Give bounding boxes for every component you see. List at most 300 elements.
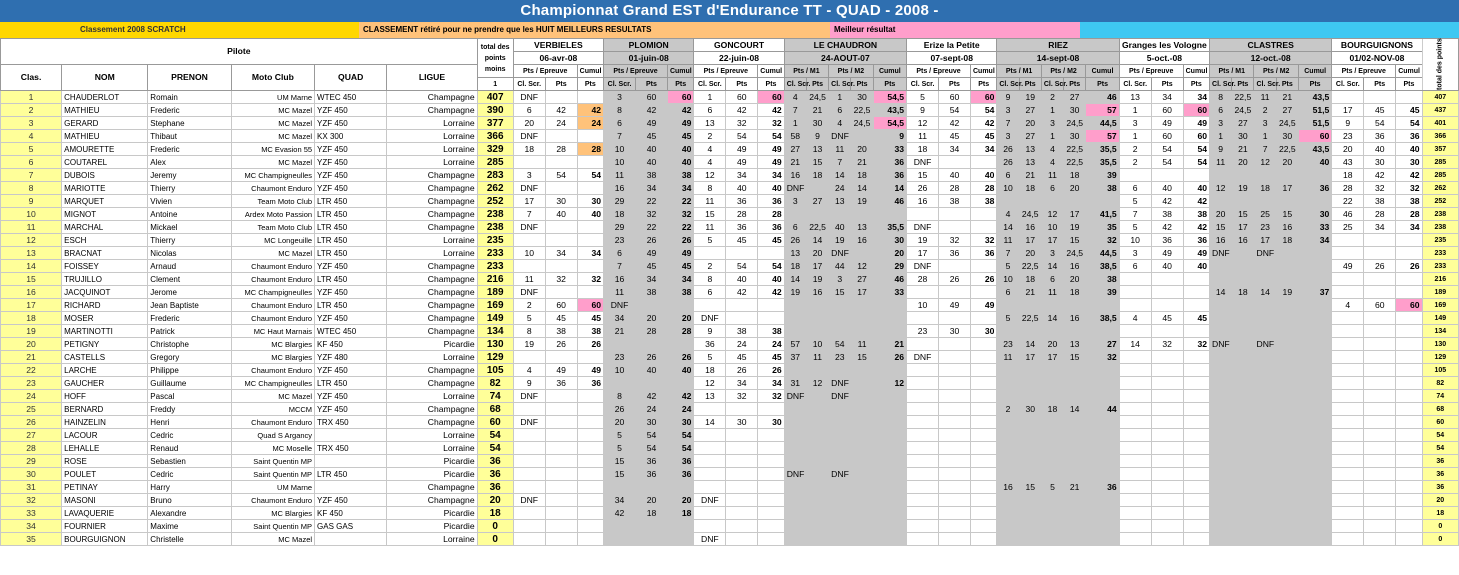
event-2-cell-0: 15 bbox=[694, 208, 726, 221]
event-7-cell-3: 24,5 bbox=[1276, 117, 1298, 130]
event-7-cell-4 bbox=[1298, 260, 1331, 273]
event-7-cell-2: 17 bbox=[1254, 234, 1276, 247]
event-3-cell-3: 30 bbox=[851, 91, 873, 104]
event-1-cell-2: 34 bbox=[667, 182, 693, 195]
event-5-sub-3: Pts bbox=[1064, 78, 1086, 91]
event-2-cell-0 bbox=[694, 520, 726, 533]
event-3-cell-2: 3 bbox=[829, 273, 851, 286]
event-6-cell-1: 34 bbox=[1151, 91, 1183, 104]
event-7-cell-2 bbox=[1254, 429, 1276, 442]
event-6-cell-1 bbox=[1151, 416, 1183, 429]
event-3-cell-1: 22,5 bbox=[806, 221, 828, 234]
ligue-cell: Picardie bbox=[387, 338, 477, 351]
event-7-cell-1: 17 bbox=[1232, 221, 1254, 234]
event-7-cell-0 bbox=[1210, 403, 1232, 416]
event-7-cell-2 bbox=[1254, 195, 1276, 208]
event-3-cell-3: 17 bbox=[851, 286, 873, 299]
quad-cell: KF 450 bbox=[315, 338, 387, 351]
club-cell: Chaumont Enduro bbox=[231, 494, 314, 507]
event-7-cell-3: 22,5 bbox=[1276, 143, 1298, 156]
event-4-cell-0: 23 bbox=[907, 325, 939, 338]
event-2-cell-2 bbox=[758, 455, 784, 468]
event-1-cell-0 bbox=[604, 481, 636, 494]
event-8-cell-2 bbox=[1396, 390, 1422, 403]
table-row bbox=[1, 91, 1459, 104]
event-4-cell-2 bbox=[970, 416, 996, 429]
event-8-cell-2 bbox=[1396, 442, 1422, 455]
prenom-cell: Thibaut bbox=[148, 130, 231, 143]
event-7-cell-2: 12 bbox=[1254, 156, 1276, 169]
rank-cell: 35 bbox=[1, 533, 62, 546]
event-7-cell-1 bbox=[1232, 299, 1254, 312]
prenom-cell: Jean Baptiste bbox=[148, 299, 231, 312]
nom-cell: MARQUET bbox=[62, 195, 148, 208]
points-cell: 390 bbox=[477, 104, 513, 117]
event-3-cell-3: 21 bbox=[851, 156, 873, 169]
event-5-cell-0: 7 bbox=[997, 247, 1019, 260]
event-2-cell-2 bbox=[758, 403, 784, 416]
event-8-cell-0 bbox=[1332, 351, 1364, 364]
event-1-cell-1: 38 bbox=[636, 169, 668, 182]
event-name-1: PLOMION bbox=[604, 39, 694, 52]
club-cell: MC Moselle bbox=[231, 442, 314, 455]
event-7-cell-4 bbox=[1298, 390, 1331, 403]
event-8-cell-2: 45 bbox=[1396, 104, 1422, 117]
event-7-cell-2 bbox=[1254, 260, 1276, 273]
event-4-cell-1: 30 bbox=[939, 325, 971, 338]
event-5-sub-2: Cl. Scr. bbox=[1041, 78, 1063, 91]
event-8-cell-0: 18 bbox=[1332, 169, 1364, 182]
nom-cell: RICHARD bbox=[62, 299, 148, 312]
event-5-cell-2: 14 bbox=[1041, 260, 1063, 273]
event-6-cell-1 bbox=[1151, 169, 1183, 182]
event-4-cell-1: 32 bbox=[939, 234, 971, 247]
event-0-cell-1: 30 bbox=[545, 195, 577, 208]
event-7-cell-1 bbox=[1232, 312, 1254, 325]
event-2-cell-1 bbox=[726, 468, 758, 481]
prenom-cell: Sebastien bbox=[148, 455, 231, 468]
event-1-group-0: Pts / Epreuve bbox=[604, 65, 668, 78]
event-4-cell-1 bbox=[939, 286, 971, 299]
event-2-cell-1: 36 bbox=[726, 221, 758, 234]
event-3-cell-4 bbox=[873, 429, 906, 442]
ligue-cell: Champagne bbox=[387, 286, 477, 299]
event-6-cell-0 bbox=[1119, 351, 1151, 364]
event-2-cell-1: 24 bbox=[726, 338, 758, 351]
event-3-cell-2 bbox=[829, 325, 851, 338]
event-6-cell-2 bbox=[1183, 481, 1209, 494]
event-5-cell-1: 27 bbox=[1019, 130, 1041, 143]
event-5-cell-2: 5 bbox=[1041, 481, 1063, 494]
event-3-cell-2: DNF bbox=[829, 247, 851, 260]
event-7-cell-4: 30 bbox=[1298, 208, 1331, 221]
event-5-cell-3 bbox=[1064, 468, 1086, 481]
quad-cell: YZF 450 bbox=[315, 143, 387, 156]
quad-cell: LTR 450 bbox=[315, 195, 387, 208]
event-0-cell-1 bbox=[545, 494, 577, 507]
quad-cell: LTR 450 bbox=[315, 247, 387, 260]
event-6-cell-2 bbox=[1183, 325, 1209, 338]
event-6-cell-1 bbox=[1151, 494, 1183, 507]
event-8-cell-1 bbox=[1364, 364, 1396, 377]
event-5-cell-0: 10 bbox=[997, 182, 1019, 195]
rank-cell: 10 bbox=[1, 208, 62, 221]
event-2-cell-2: 40 bbox=[758, 182, 784, 195]
rank-cell: 8 bbox=[1, 182, 62, 195]
event-4-cell-0: DNF bbox=[907, 221, 939, 234]
event-7-cell-2: 25 bbox=[1254, 208, 1276, 221]
event-4-cell-2: 54 bbox=[970, 104, 996, 117]
event-7-cell-1 bbox=[1232, 364, 1254, 377]
club-cell: Saint Quentin MP bbox=[231, 468, 314, 481]
event-2-cell-2: 32 bbox=[758, 390, 784, 403]
club-cell: MC Champigneulles bbox=[231, 286, 314, 299]
event-7-cell-3: 27 bbox=[1276, 104, 1298, 117]
event-8-cell-0: 23 bbox=[1332, 130, 1364, 143]
event-6-cell-1 bbox=[1151, 299, 1183, 312]
event-3-cell-1 bbox=[806, 182, 828, 195]
nom-cell: MATHIEU bbox=[62, 104, 148, 117]
rank-cell: 18 bbox=[1, 312, 62, 325]
event-7-cell-0 bbox=[1210, 260, 1232, 273]
event-3-cell-1: 10 bbox=[806, 338, 828, 351]
event-8-cell-2 bbox=[1396, 247, 1422, 260]
total-cell: 357 bbox=[1422, 143, 1458, 156]
event-6-cell-1 bbox=[1151, 429, 1183, 442]
event-5-cell-3: 24,5 bbox=[1064, 247, 1086, 260]
total-cell: 401 bbox=[1422, 117, 1458, 130]
event-1-cell-1: 30 bbox=[636, 416, 668, 429]
event-0-cell-1 bbox=[545, 91, 577, 104]
event-1-sub-2: Pts bbox=[667, 78, 693, 91]
event-3-cell-4: 54,5 bbox=[873, 117, 906, 130]
event-3-cell-1: 16 bbox=[806, 286, 828, 299]
event-1-cell-1: 22 bbox=[636, 195, 668, 208]
nom-cell: FOURNIER bbox=[62, 520, 148, 533]
quad-cell: YZF 450 bbox=[315, 182, 387, 195]
event-7-cell-1 bbox=[1232, 260, 1254, 273]
event-0-cell-2: 38 bbox=[577, 325, 603, 338]
prenom-cell: Pascal bbox=[148, 390, 231, 403]
event-5-cell-4 bbox=[1086, 416, 1119, 429]
event-7-cell-4 bbox=[1298, 273, 1331, 286]
event-5-cell-1 bbox=[1019, 325, 1041, 338]
event-6-cell-0 bbox=[1119, 403, 1151, 416]
event-6-cell-1 bbox=[1151, 455, 1183, 468]
event-1-cell-1: 22 bbox=[636, 221, 668, 234]
event-2-cell-1 bbox=[726, 494, 758, 507]
event-1-cell-0: 11 bbox=[604, 169, 636, 182]
event-7-cell-3 bbox=[1276, 273, 1298, 286]
event-3-cell-3: 22,5 bbox=[851, 104, 873, 117]
event-5-cell-4 bbox=[1086, 468, 1119, 481]
event-4-cell-0 bbox=[907, 481, 939, 494]
table-row bbox=[1, 338, 1459, 351]
event-0-cell-2: 36 bbox=[577, 377, 603, 390]
event-2-cell-2: 49 bbox=[758, 143, 784, 156]
event-6-cell-2 bbox=[1183, 364, 1209, 377]
event-1-cell-1: 45 bbox=[636, 130, 668, 143]
event-7-cell-4 bbox=[1298, 442, 1331, 455]
event-7-cell-3 bbox=[1276, 364, 1298, 377]
table-row bbox=[1, 364, 1459, 377]
event-6-cell-1: 38 bbox=[1151, 208, 1183, 221]
points-cell: 216 bbox=[477, 273, 513, 286]
table-row bbox=[1, 143, 1459, 156]
event-7-cell-0: DNF bbox=[1210, 338, 1232, 351]
event-6-cell-2: 38 bbox=[1183, 208, 1209, 221]
event-7-cell-0 bbox=[1210, 325, 1232, 338]
event-7-cell-3 bbox=[1276, 338, 1298, 351]
event-2-cell-0 bbox=[694, 299, 726, 312]
event-2-cell-2: 24 bbox=[758, 338, 784, 351]
event-0-cell-2: 60 bbox=[577, 299, 603, 312]
club-cell: MC Haut Marnais bbox=[231, 325, 314, 338]
prenom-cell: Jerome bbox=[148, 286, 231, 299]
event-4-cell-2 bbox=[970, 286, 996, 299]
table-row bbox=[1, 533, 1459, 546]
event-5-cell-2: 11 bbox=[1041, 286, 1063, 299]
event-5-cell-3 bbox=[1064, 455, 1086, 468]
total-cell: 285 bbox=[1422, 169, 1458, 182]
rank-cell: 26 bbox=[1, 416, 62, 429]
event-0-cell-1 bbox=[545, 468, 577, 481]
nom-cell: POULET bbox=[62, 468, 148, 481]
event-6-cell-0: 5 bbox=[1119, 195, 1151, 208]
event-4-cell-2: 60 bbox=[970, 91, 996, 104]
event-4-cell-2: 36 bbox=[970, 247, 996, 260]
event-8-cell-2 bbox=[1396, 286, 1422, 299]
nom-cell: PETINAY bbox=[62, 481, 148, 494]
event-7-cell-2 bbox=[1254, 325, 1276, 338]
event-1-cell-1: 38 bbox=[636, 286, 668, 299]
event-8-cell-0: 43 bbox=[1332, 156, 1364, 169]
event-8-cell-2: 30 bbox=[1396, 156, 1422, 169]
event-2-cell-0: 13 bbox=[694, 390, 726, 403]
event-2-cell-1: 60 bbox=[726, 91, 758, 104]
points-cell: 0 bbox=[477, 533, 513, 546]
event-4-cell-2 bbox=[970, 494, 996, 507]
event-4-cell-0: 26 bbox=[907, 182, 939, 195]
table-row bbox=[1, 286, 1459, 299]
event-0-cell-1 bbox=[545, 455, 577, 468]
ligue-cell: Lorraine bbox=[387, 442, 477, 455]
event-3-cell-1: 24,5 bbox=[806, 91, 828, 104]
event-6-cell-0 bbox=[1119, 299, 1151, 312]
event-5-cell-2: 6 bbox=[1041, 182, 1063, 195]
event-8-cell-2: 28 bbox=[1396, 208, 1422, 221]
event-1-cell-0: 34 bbox=[604, 494, 636, 507]
event-0-cell-2 bbox=[577, 455, 603, 468]
event-3-cell-1 bbox=[806, 299, 828, 312]
event-5-sub-1: Pts bbox=[1019, 78, 1041, 91]
event-5-cell-1: 22,5 bbox=[1019, 312, 1041, 325]
event-6-cell-0 bbox=[1119, 390, 1151, 403]
event-8-cell-2 bbox=[1396, 364, 1422, 377]
event-4-cell-2 bbox=[970, 338, 996, 351]
prenom-cell: Thierry bbox=[148, 234, 231, 247]
club-cell: Team Moto Club bbox=[231, 195, 314, 208]
event-4-cell-0: 17 bbox=[907, 247, 939, 260]
total-points-sub: 1 bbox=[477, 78, 513, 91]
points-cell: 366 bbox=[477, 130, 513, 143]
event-3-cell-2 bbox=[829, 533, 851, 546]
event-4-cell-2 bbox=[970, 208, 996, 221]
event-1-cell-1: 24 bbox=[636, 403, 668, 416]
event-1-cell-2: 42 bbox=[667, 390, 693, 403]
event-2-cell-1 bbox=[726, 299, 758, 312]
event-5-cell-2: 10 bbox=[1041, 221, 1063, 234]
event-5-cell-1: 27 bbox=[1019, 104, 1041, 117]
ligue-cell: Champagne bbox=[387, 416, 477, 429]
event-7-cell-4 bbox=[1298, 494, 1331, 507]
event-8-cell-1 bbox=[1364, 247, 1396, 260]
prenom-cell: Christophe bbox=[148, 338, 231, 351]
event-4-cell-1: 49 bbox=[939, 299, 971, 312]
event-7-cell-0 bbox=[1210, 312, 1232, 325]
event-5-cell-2 bbox=[1041, 416, 1063, 429]
event-6-cell-2: 54 bbox=[1183, 143, 1209, 156]
event-1-cell-1: 42 bbox=[636, 104, 668, 117]
event-8-cell-1 bbox=[1364, 312, 1396, 325]
event-4-cell-2 bbox=[970, 533, 996, 546]
event-6-cell-0 bbox=[1119, 494, 1151, 507]
event-3-cell-3: 19 bbox=[851, 195, 873, 208]
event-6-cell-0 bbox=[1119, 468, 1151, 481]
event-name-2: GONCOURT bbox=[694, 39, 784, 52]
event-6-cell-2: 34 bbox=[1183, 91, 1209, 104]
event-1-cell-0: 10 bbox=[604, 364, 636, 377]
club-cell: MC Mazel bbox=[231, 130, 314, 143]
event-3-cell-1 bbox=[806, 364, 828, 377]
event-0-cell-2: 42 bbox=[577, 104, 603, 117]
event-5-cell-0: 10 bbox=[997, 273, 1019, 286]
event-6-cell-0 bbox=[1119, 455, 1151, 468]
points-cell: 20 bbox=[477, 494, 513, 507]
event-1-cell-0: 23 bbox=[604, 234, 636, 247]
total-cell: 54 bbox=[1422, 442, 1458, 455]
event-3-cell-0 bbox=[784, 416, 806, 429]
total-cell: 18 bbox=[1422, 507, 1458, 520]
event-5-cell-1: 21 bbox=[1019, 169, 1041, 182]
event-5-cell-2: 6 bbox=[1041, 273, 1063, 286]
event-5-cell-4: 36 bbox=[1086, 481, 1119, 494]
club-cell: MC Mazel bbox=[231, 156, 314, 169]
event-2-sub-1: Pts bbox=[726, 78, 758, 91]
event-6-cell-0 bbox=[1119, 481, 1151, 494]
event-7-cell-3 bbox=[1276, 195, 1298, 208]
event-2-cell-2: 42 bbox=[758, 104, 784, 117]
event-4-cell-1: 40 bbox=[939, 169, 971, 182]
event-1-cell-2: 38 bbox=[667, 286, 693, 299]
event-1-cell-1 bbox=[636, 520, 668, 533]
event-1-cell-0: 20 bbox=[604, 416, 636, 429]
prenom-cell: Thierry bbox=[148, 182, 231, 195]
event-1-cell-0: 7 bbox=[604, 260, 636, 273]
event-5-cell-0: 2 bbox=[997, 403, 1019, 416]
event-1-cell-2 bbox=[667, 533, 693, 546]
event-1-cell-1: 36 bbox=[636, 455, 668, 468]
event-0-cell-2 bbox=[577, 130, 603, 143]
event-0-cell-2 bbox=[577, 351, 603, 364]
event-2-cell-1 bbox=[726, 403, 758, 416]
event-5-cell-3 bbox=[1064, 416, 1086, 429]
event-6-cell-1: 54 bbox=[1151, 156, 1183, 169]
event-2-cell-0 bbox=[694, 403, 726, 416]
event-2-cell-1: 34 bbox=[726, 169, 758, 182]
event-2-sub-2: Pts bbox=[758, 78, 784, 91]
ligue-cell: Picardie bbox=[387, 455, 477, 468]
event-0-cell-0: DNF bbox=[513, 91, 545, 104]
prenom-cell: Christelle bbox=[148, 533, 231, 546]
event-8-cell-2: 36 bbox=[1396, 130, 1422, 143]
event-0-cell-1 bbox=[545, 351, 577, 364]
points-cell: 238 bbox=[477, 221, 513, 234]
event-3-cell-0 bbox=[784, 494, 806, 507]
event-6-cell-2 bbox=[1183, 533, 1209, 546]
event-0-cell-1: 24 bbox=[545, 117, 577, 130]
event-2-cell-2 bbox=[758, 247, 784, 260]
event-7-cell-4: 33 bbox=[1298, 221, 1331, 234]
event-3-cell-0: 27 bbox=[784, 143, 806, 156]
total-cell: 0 bbox=[1422, 533, 1458, 546]
nom-cell: MARIOTTE bbox=[62, 182, 148, 195]
event-7-cell-0: 20 bbox=[1210, 208, 1232, 221]
event-0-cell-1 bbox=[545, 234, 577, 247]
event-3-cell-1 bbox=[806, 455, 828, 468]
event-7-cell-0 bbox=[1210, 416, 1232, 429]
event-6-sub-2: Pts bbox=[1183, 78, 1209, 91]
event-5-cell-4: 57 bbox=[1086, 104, 1119, 117]
event-2-cell-0: 12 bbox=[694, 169, 726, 182]
event-5-cell-3 bbox=[1064, 390, 1086, 403]
event-3-cell-1 bbox=[806, 325, 828, 338]
event-7-cell-1: 16 bbox=[1232, 234, 1254, 247]
club-cell: MC Mazel bbox=[231, 247, 314, 260]
event-6-cell-0: 3 bbox=[1119, 117, 1151, 130]
event-8-cell-2 bbox=[1396, 312, 1422, 325]
event-3-cell-2 bbox=[829, 208, 851, 221]
event-7-cell-4 bbox=[1298, 468, 1331, 481]
event-3-cell-1: 27 bbox=[806, 195, 828, 208]
event-3-cell-4: 36 bbox=[873, 156, 906, 169]
event-3-group-1: Pts / M2 bbox=[829, 65, 873, 78]
event-7-cell-1 bbox=[1232, 169, 1254, 182]
event-5-cell-4: 38,5 bbox=[1086, 260, 1119, 273]
event-5-cell-2: 4 bbox=[1041, 143, 1063, 156]
event-3-group-0: Pts / M1 bbox=[784, 65, 828, 78]
event-8-cell-1: 54 bbox=[1364, 117, 1396, 130]
event-7-cell-3 bbox=[1276, 429, 1298, 442]
event-8-cell-1 bbox=[1364, 286, 1396, 299]
event-5-cell-3: 30 bbox=[1064, 104, 1086, 117]
ligue-cell: Lorraine bbox=[387, 429, 477, 442]
ligue-cell: Lorraine bbox=[387, 156, 477, 169]
points-cell: 283 bbox=[477, 169, 513, 182]
event-6-sub-0: Cl. Scr. bbox=[1119, 78, 1151, 91]
event-2-cell-0: DNF bbox=[694, 312, 726, 325]
event-2-cell-0: 8 bbox=[694, 182, 726, 195]
total-cell: 105 bbox=[1422, 364, 1458, 377]
event-7-cell-4 bbox=[1298, 520, 1331, 533]
event-7-cell-0 bbox=[1210, 520, 1232, 533]
event-3-cell-4: 36 bbox=[873, 169, 906, 182]
event-7-cell-1 bbox=[1232, 403, 1254, 416]
event-1-cell-2: 24 bbox=[667, 403, 693, 416]
event-2-cell-1: 26 bbox=[726, 364, 758, 377]
event-3-cell-2: 14 bbox=[829, 169, 851, 182]
quad-cell: WTEC 450 bbox=[315, 325, 387, 338]
